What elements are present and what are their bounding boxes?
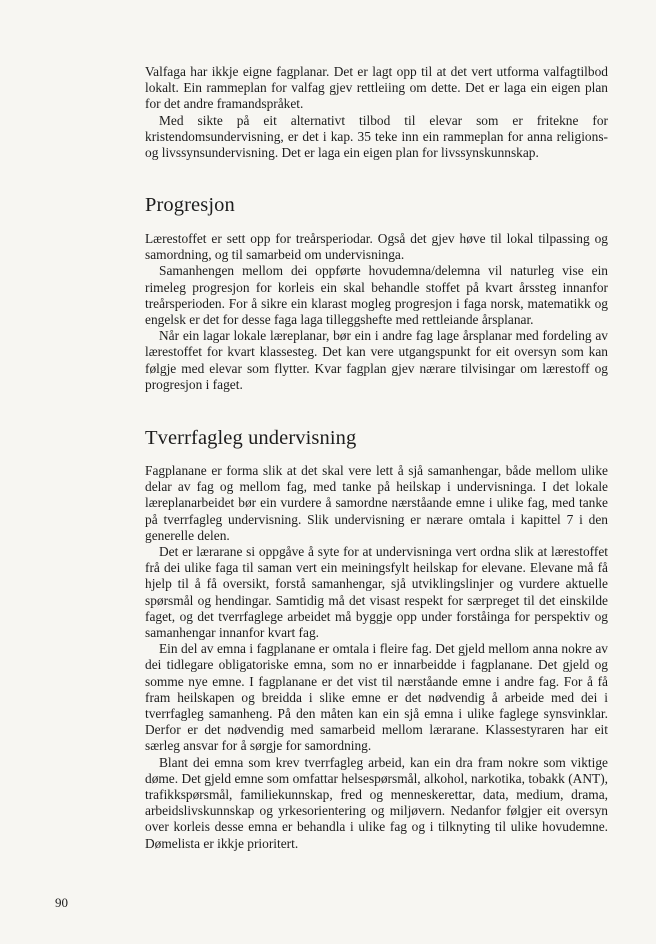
section-heading-progresjon: Progresjon xyxy=(145,194,235,216)
intro-section xyxy=(145,64,608,161)
body-paragraph: Ein del av emna i fagplanane er omtala i fleire fag. Det gjeld mellom anna nokre av dei tidlegare obligatoriske emna, som no er innarbeidde i fagplanane. Det gjeld og somme nye emne. I fagplanane er det vist til nærståande emne i andre fag. For å få fram heilskapen og breidda i slike emne er det nødvendig å arbeide med dei i tverrfagleg samanheng. På den måten kan ein sjå emna i ulike faglege synsvinklar. Derfor er det nødvendig med samarbeid mellom lærarane. Klassestyraren har eit særleg ansvar for å sørgje for samordning. xyxy=(145,641,608,754)
body-paragraph: Samanhengen mellom dei oppførte hovudemna/delemna vil naturleg vise ein rimeleg progresjon for korleis ein skal behandle stoffet på kvart årssteg innanfor treårsperioden. For å sikre ein klarast mogleg progresjon i faga norsk, matematikk og engelsk er det for desse faga laga tilleggshefte med rettleiande årsplanar. xyxy=(145,263,608,328)
tverrfagleg-section xyxy=(145,463,608,852)
body-paragraph: Fagplanane er forma slik at det skal vere lett å sjå samanhengar, både mellom ulike delar av fag og mellom fag, med tanke på heilskap i undervisninga. I det lokale læreplanarbeidet bør ein vurdere å samordne nærståande emne i ulike fag, med tanke på tverrfagleg undervisning. Slik undervisning er nærare omtala i kapittel 7 i den generelle delen. xyxy=(145,463,608,543)
body-paragraph: Det er lærarane si oppgåve å syte for at undervisninga vert ordna slik at lærestoffet frå dei ulike faga til saman vert ein meiningsfylt heilskap for elevane. Elevane må få hjelp til å få oversikt, forstå samanhengar, sjå utviklingslinjer og vurdere aktuelle spørsmål og hendingar. Samtidig må det visast respekt for særpreget til det einskilde faget, og det tverrfaglege arbeidet må byggje opp under forståinga for perspektiv og samanhengar innanfor kvart fag. xyxy=(145,544,608,641)
intro-paragraph: Valfaga har ikkje eigne fagplanar. Det er lagt opp til at det vert utforma valfagtilbod lokalt. Ein rammeplan for valfag gjev rettleiing om dette. Det er laga ein eigen plan for det andre framandspråket. xyxy=(145,64,608,112)
body-paragraph: Når ein lagar lokale læreplanar, bør ein i andre fag lage årsplanar med fordeling av lærestoffet for kvart klassesteg. Det kan vere utgangspunkt for eit oversyn som kan følgje med elevar som flytter. Kvar fagplan gjev nærare tilvisingar om lærestoff og progresjon i faget. xyxy=(145,328,608,392)
page-number: 90 xyxy=(55,895,68,910)
section-heading-progresjon-wrap xyxy=(145,193,608,217)
progresjon-section xyxy=(145,231,608,393)
section-heading-tverrfagleg-wrap xyxy=(145,426,608,450)
intro-paragraph: Med sikte på eit alternativt tilbod til elevar som er fritekne for kristendomsundervisning, er det i kap. 35 teke inn ein rammeplan for anna religions- og livssynsundervisning. Det er laga ein eigen plan for livssynskunnskap. xyxy=(145,112,608,161)
body-paragraph: Lærestoffet er sett opp for treårsperiodar. Også det gjev høve til lokal tilpassing og samordning, og til samarbeid om undervisninga. xyxy=(145,231,608,263)
body-paragraph: Blant dei emna som krev tverrfagleg arbeid, kan ein dra fram nokre som viktige døme. Det gjeld emne som omfattar helsespørsmål, alkohol, narkotika, tobakk (ANT), trafikkspørsmål, familiekunnskap, fred og menneskerettar, data, medium, drama, arbeidslivskunnskap og yrkesorientering og miljøvern. Nedanfor følgjer eit oversyn over korleis desse emna er behandla i ulike fag og i tilknyting til ulike hovudemne. Dømelista er ikkje prioritert. xyxy=(145,754,608,851)
section-heading-tverrfagleg: Tverrfagleg undervisning xyxy=(145,427,357,449)
